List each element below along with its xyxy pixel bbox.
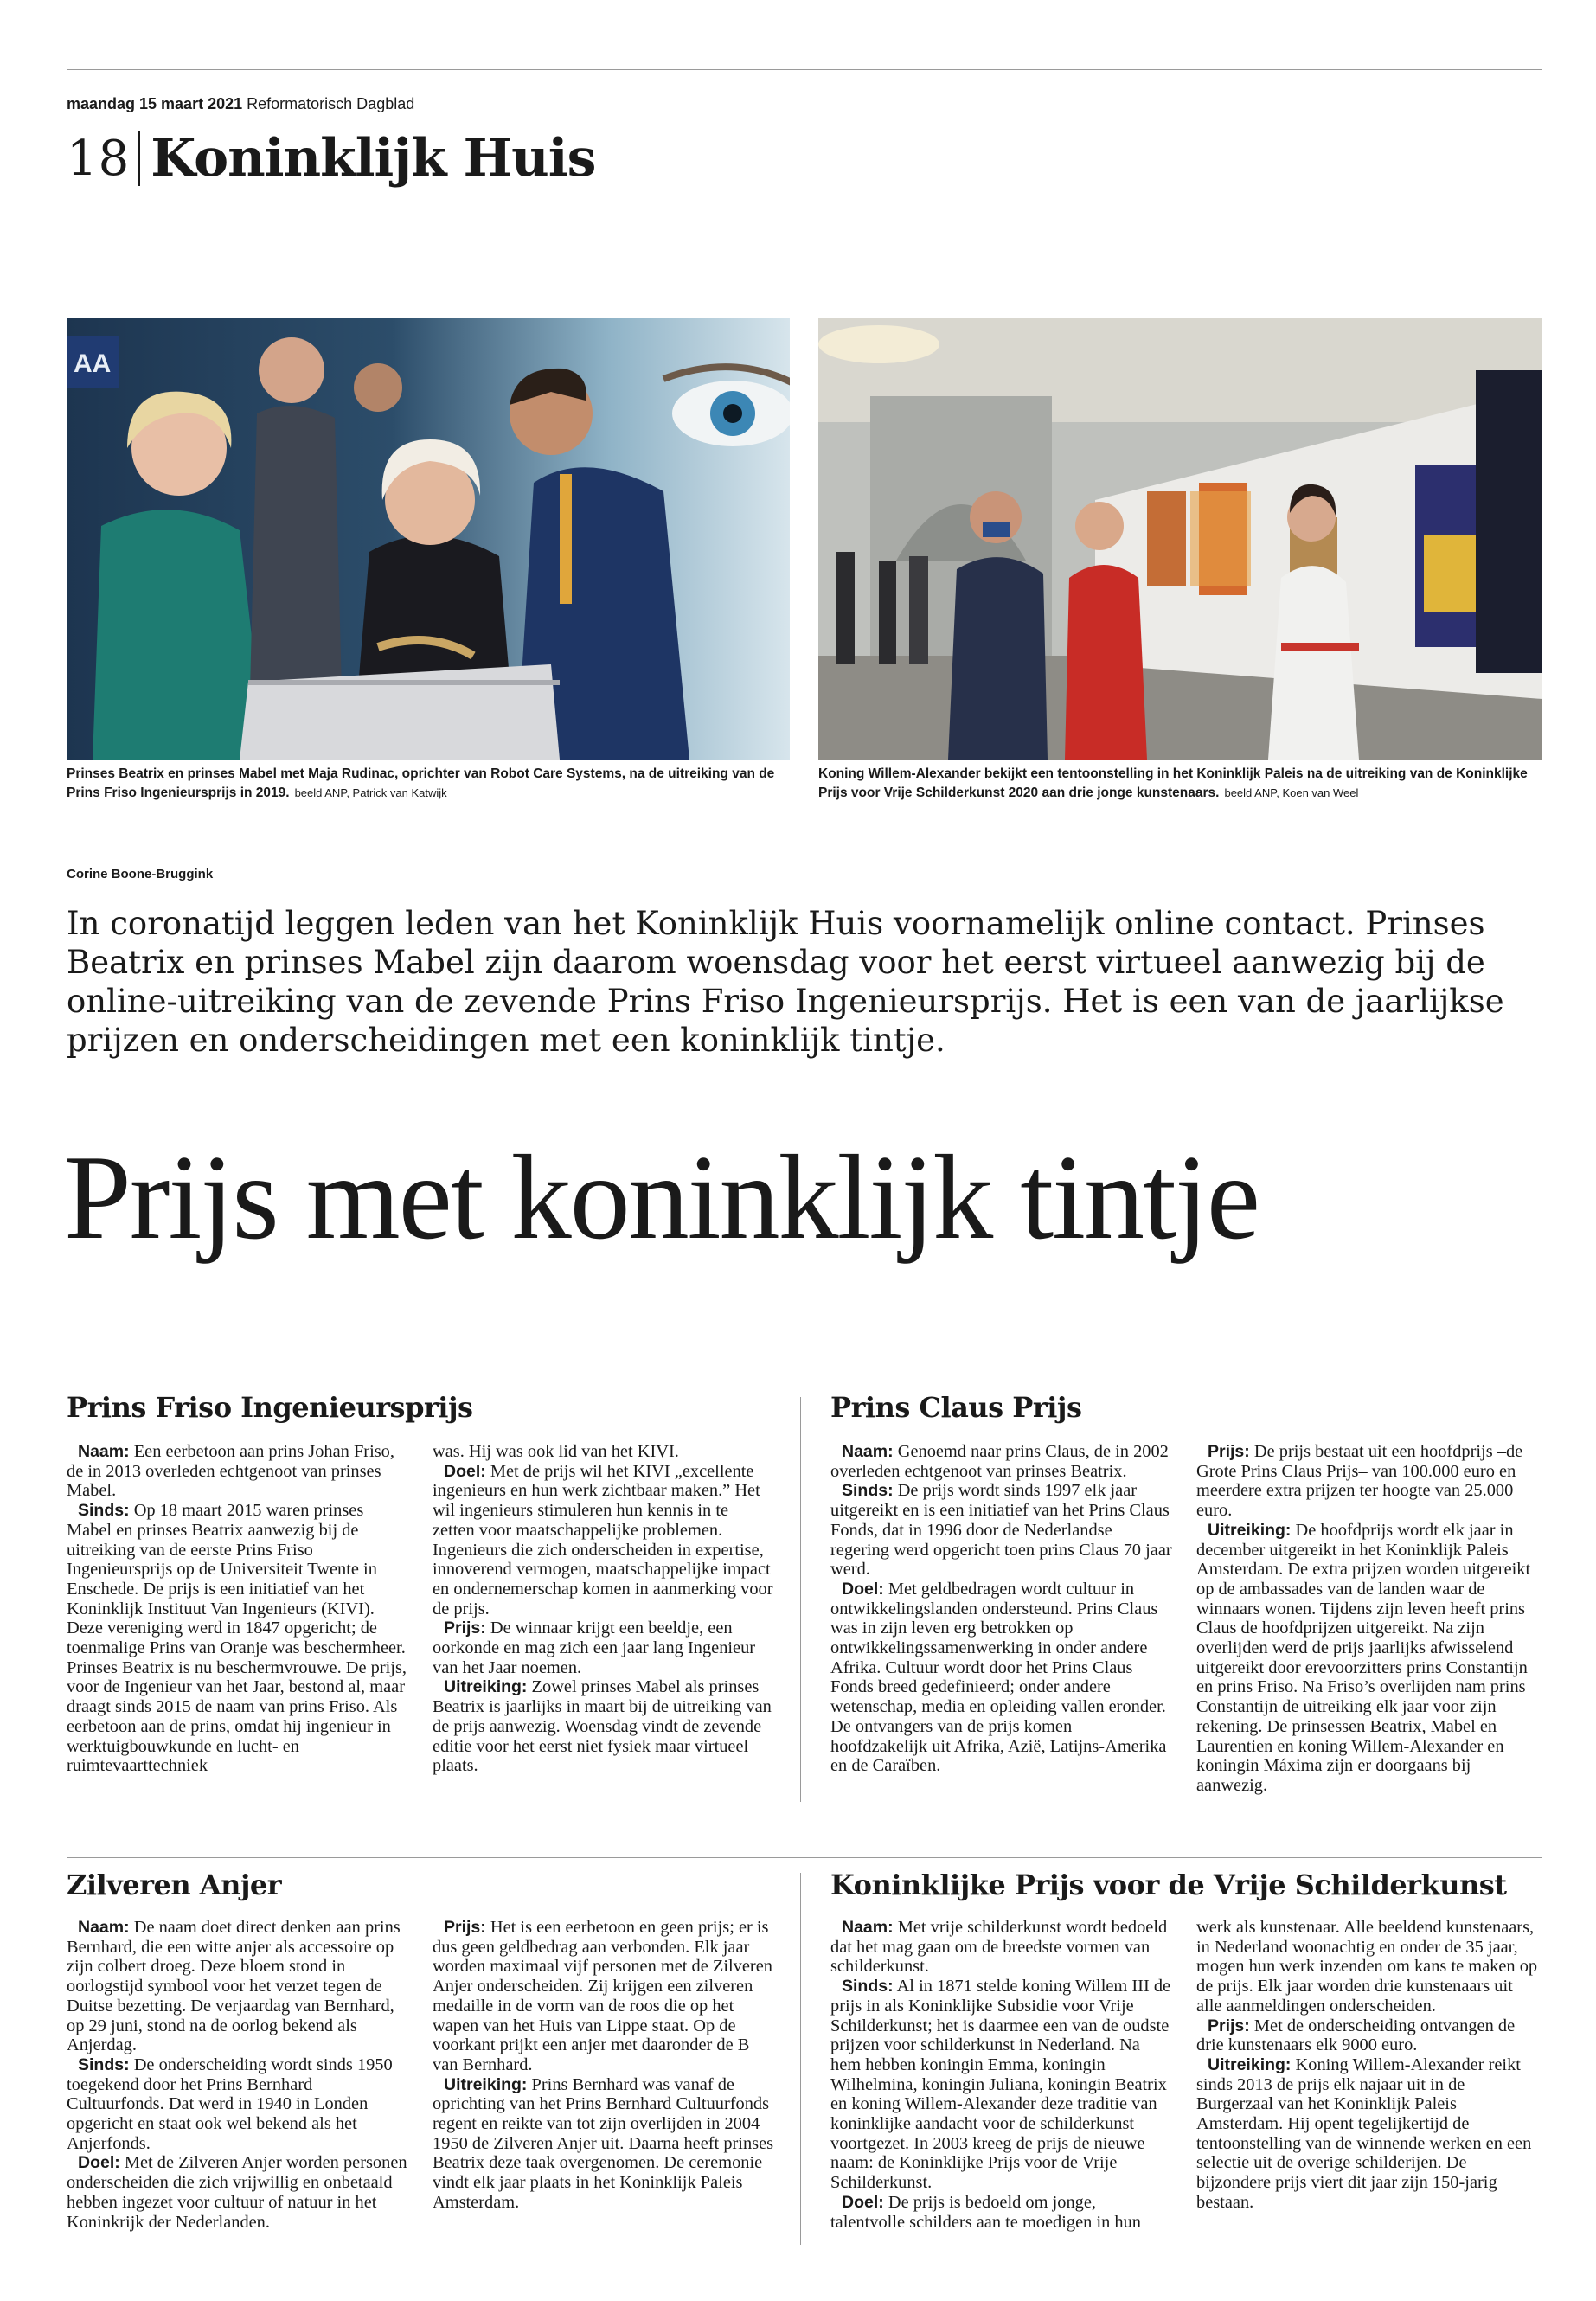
paragraph-prijs xyxy=(1196,2016,1538,2055)
field-label: Prijs: xyxy=(444,1918,486,1937)
field-label: Prijs: xyxy=(444,1618,486,1638)
paragraph-continued xyxy=(433,1442,774,1462)
photo-beatrix-mabel-image xyxy=(67,318,790,760)
paragraph-prijs xyxy=(1196,1442,1538,1521)
field-label: Uitreiking: xyxy=(444,1677,528,1697)
byline: Corine Boone-Bruggink xyxy=(67,867,214,881)
box-claus-col-2 xyxy=(1196,1442,1538,1796)
photo-caption-1 xyxy=(67,765,802,803)
paragraph-uitreiking xyxy=(1196,1521,1538,1796)
paragraph-prijs xyxy=(433,1618,774,1677)
dateline xyxy=(67,95,414,113)
field-label: Sinds: xyxy=(78,2054,130,2074)
issue-date: maandag 15 maart 2021 xyxy=(67,95,243,112)
box-title-claus: Prins Claus Prijs xyxy=(830,1391,1082,1424)
paragraph-sinds xyxy=(830,1977,1172,2193)
box-row-2-divider xyxy=(800,1873,801,2245)
field-label: Doel: xyxy=(842,1579,884,1599)
field-text: werk als kunstenaar. Alle beeldend kunstenaars, in Nederland woonachtig en onder de 35 jaar, mogen hun werk inzenden om kans te maken op de prijs. Elk jaar worden drie kunstenaars uit alle aanmeldingen onderscheiden. xyxy=(1196,1918,1538,2016)
svg-text:AA: AA xyxy=(74,349,112,378)
box-friso-col-1 xyxy=(67,1442,408,1776)
box-schilderkunst-col-1 xyxy=(830,1918,1172,2232)
field-text: Zowel prinses Mabel als prinses Beatrix is jaarlijks in maart bij de uitreiking van de prijs aanwezig. Woensdag vindt de zevende editie voor het eerst niet fysiek maar virtueel plaats. xyxy=(433,1677,772,1776)
field-text: Prins Bernhard was vanaf de oprichting van het Prins Bernhard Cultuurfonds regent en reikte van tot zijn overlijden in 2004 1950 de Zilveren Anjer uit. Daarna heeft prinses Beatrix deze taak overgenomen. De ceremonie vindt elk jaar plaats in het Koninklijk Paleis Amsterdam. xyxy=(433,2074,774,2212)
photo-caption-2 xyxy=(818,765,1554,803)
field-label: Sinds: xyxy=(842,1977,894,1997)
box-friso-col-2 xyxy=(433,1442,774,1776)
box-schilderkunst-col-2 xyxy=(1196,1918,1538,2213)
field-label: Doel: xyxy=(842,2192,884,2212)
section-title: Koninklijk Huis xyxy=(151,128,596,189)
box-row-2-rule xyxy=(67,1857,1542,1858)
paragraph-prijs xyxy=(433,1918,774,2075)
field-text: Genoemd naar prins Claus, de in 2002 overleden echtgenoot van prinses Beatrix. xyxy=(830,1442,1169,1481)
field-text: Het is een eerbetoon en geen prijs; er is dus geen geldbedrag aan verbonden. Elk jaar worden maximaal vijf personen met de Zilveren Anjer onderscheiden. Zij krijgen een zilveren medaille in de vorm van de roos die op het wapen van het Huis van Lippe staat. Op de voorkant prijkt een anjer met daaronder de B van Bernhard. xyxy=(433,1918,772,2074)
field-text: De hoofdprijs wordt elk jaar in december uitgereikt in het Koninklijk Paleis Amsterdam. De extra prijzen worden uitgereikt op de ambassades van de landen waar de winnaars wonen. Tijdens zijn leven heeft prins Claus de hoofdprijzen uitgereikt. Na zijn overlijden werd de prijs jaarlijks afwisselend uitgereikt door erevoorzitters prins Constantijn en prins Friso. Na Friso’s overlijden nam prins Constantijn de uitreiking elk jaar voor zijn rekening. De prinsessen Beatrix, Mabel en Laurentien en koning Willem-Alexander en koningin Máxima zijn er doorgaans bij aanwezig. xyxy=(1196,1520,1531,1795)
box-title-anjer: Zilveren Anjer xyxy=(67,1868,282,1901)
paragraph-continued xyxy=(1196,1918,1538,2016)
field-text: De prijs bestaat uit een hoofdprijs –de Grote Prins Claus Prijs– van 100.000 euro en meerdere extra prijzen ter hoogte van 25.000 euro. xyxy=(1196,1442,1523,1521)
field-label: Sinds: xyxy=(78,1501,130,1521)
field-label: Naam: xyxy=(842,1918,894,1937)
photo-willem-alexander-image xyxy=(818,318,1542,760)
paragraph-doel xyxy=(433,1462,774,1619)
field-text: Al in 1871 stelde koning Willem III de prijs in als Koninklijke Subsidie voor Vrije Schilderkunst; het is daarmee een van de oudste prijzen voor schilderkunst in Nederland. Na hem hebben koningin Emma, koningin Wilhelmina, koningin Juliana, koningin Beatrix en koning Willem-Alexander deze traditie van koninklijke aandacht voor de schilderkunst voortgezet. In 2003 kreeg de prijs de nieuwe naam: de Koninklijke Prijs voor de Vrije Schilderkunst. xyxy=(830,1977,1171,2193)
field-text: Met de onderscheiding ontvangen de drie kunstenaars elk 9000 euro. xyxy=(1196,2016,1516,2055)
paragraph-doel xyxy=(830,1580,1172,1776)
article-intro: In coronatijd leggen leden van het Koninklijk Huis voornamelijk online contact. Prinses Beatrix en prinses Mabel zijn daarom woensdag voor het eerst virtueel aanwezig bij de online-uitreiking van de zevende Prins Friso Ingenieursprijs. Het is een van de jaarlijkse prijzen en onderscheidingen met een koninklijk tintje. xyxy=(67,905,1504,1059)
field-label: Uitreiking: xyxy=(1208,1520,1292,1540)
box-anjer-col-1 xyxy=(67,1918,408,2232)
caption-text: Koning Willem-Alexander bekijkt een tentoonstelling in het Koninklijk Paleis na de uitreiking van de Koninklijke Prijs voor Vrije Schilderkunst 2020 aan drie jonge kunstenaars. xyxy=(818,766,1528,800)
box-claus-col-1 xyxy=(830,1442,1172,1776)
box-title-friso: Prins Friso Ingenieursprijs xyxy=(67,1391,473,1424)
header-separator xyxy=(138,131,140,186)
field-text: De prijs wordt sinds 1997 elk jaar uitgereikt en is een initiatief van het Prins Claus Fonds, dat in 1996 door de Nederlandse regering werd opgericht toen prins Claus 70 jaar werd. xyxy=(830,1481,1172,1580)
photo-willem-alexander xyxy=(818,318,1542,760)
paragraph-uitreiking xyxy=(1196,2055,1538,2213)
field-text: Met vrije schilderkunst wordt bedoeld dat het mag gaan om de breedste vormen van schilderkunst. xyxy=(830,1918,1168,1977)
paragraph-naam xyxy=(830,1442,1172,1481)
paragraph-doel xyxy=(830,2193,1172,2232)
field-text: Met de Zilveren Anjer worden personen onderscheiden die zich vrijwillig en onbetaald hebben ingezet voor cultuur of natuur in het Koninkrijk der Nederlanden. xyxy=(67,2153,407,2232)
photo-credit: beeld ANP, Koen van Weel xyxy=(1224,786,1359,799)
paragraph-uitreiking xyxy=(433,2075,774,2213)
paragraph-doel xyxy=(67,2153,408,2232)
field-text: De prijs is bedoeld om jonge, talentvolle schilders aan te moedigen in hun xyxy=(830,2192,1141,2232)
paragraph-naam xyxy=(67,1918,408,2055)
paragraph-naam xyxy=(830,1918,1172,1977)
field-text: Met de prijs wil het KIVI „excellente ingenieurs en hun werk zichtbaar maken.” Het wil ingenieurs stimuleren hun kennis in te zetten voor maatschappelijke problemen. Ingenieurs die zich onderscheiden in expertise, innoverend vermogen, maatschappelijke impact en ondernemerschap komen in aanmerking voor de prijs. xyxy=(433,1461,773,1618)
field-label: Uitreiking: xyxy=(1208,2054,1292,2074)
paragraph-sinds xyxy=(830,1481,1172,1580)
field-text: De onderscheiding wordt sinds 1950 toegekend door het Prins Bernhard Cultuurfonds. Dat werd in 1940 in Londen opgericht en staat ook wel bekend als het Anjerfonds. xyxy=(67,2054,393,2153)
paragraph-sinds xyxy=(67,2055,408,2154)
field-text: De naam doet direct denken aan prins Bernhard, die een witte anjer als accessoire op zijn colbert droeg. Deze bloem stond in oorlogstijd symbool voor het verzet tegen de Duitse bezetting. De verjaardag van Bernhard, op 29 juni, stond na de oorlog bekend als Anjerdag. xyxy=(67,1918,401,2055)
field-text: Op 18 maart 2015 waren prinses Mabel en prinses Beatrix aanwezig bij de uitreiking van de eerste Prins Friso Ingenieursprijs op de Universiteit Twente in Enschede. De prijs is een initiatief van het Koninklijk Instituut Van Ingenieurs (KIVI). Deze vereniging werd in 1847 opgericht; de toenmalige Prins van Oranje was beschermheer. Prinses Beatrix is nu beschermvrouwe. De prijs, voor de Ingenieur van het Jaar, bestond al, maar draagt sinds 2015 de naam van prins Friso. Als eerbetoon aan de prins, omdat hij ingenieur in werktuigbouwkunde en lucht- en ruimtevaarttechniek xyxy=(67,1501,407,1776)
field-label: Naam: xyxy=(78,1918,130,1937)
box-anjer-col-2 xyxy=(433,1918,774,2213)
field-text: Koning Willem-Alexander reikt sinds 2013 de prijs elk najaar uit in de Burgerzaal van het Koninklijk Paleis Amsterdam. Hij opent tegelijkertijd de tentoonstelling van de winnende werken en een selectie uit de overige schilderijen. De bijzondere prijs viert dit jaar zijn 150-jarig bestaan. xyxy=(1196,2054,1532,2212)
paragraph-naam xyxy=(67,1442,408,1501)
caption-text: Prinses Beatrix en prinses Mabel met Maja Rudinac, oprichter van Robot Care Systems, na de uitreiking van de Prins Friso Ingenieursprijs in 2019. xyxy=(67,766,775,800)
box-row-1-divider xyxy=(800,1397,801,1802)
field-label: Sinds: xyxy=(842,1481,894,1501)
field-text: Met geldbedragen wordt cultuur in ontwikkelingslanden ondersteund. Prins Claus was in zijn leven erg betrokken op ontwikkelingssamenwerking in onder andere Afrika. Cultuur wordt door het Prins Claus Fonds breed gedefinieerd; onder andere wetenschap, media en opleiding vallen eronder. De ontvangers van de prijs komen hoofdzakelijk uit Afrika, Azië, Latijns-Amerika en de Caraïben. xyxy=(830,1579,1167,1776)
field-label: Prijs: xyxy=(1208,2016,1250,2035)
top-rule xyxy=(67,69,1542,70)
field-label: Doel: xyxy=(78,2153,120,2173)
photo-credit: beeld ANP, Patrick van Katwijk xyxy=(294,786,447,799)
paragraph-sinds xyxy=(67,1501,408,1776)
field-text: De winnaar krijgt een beeldje, een oorkonde en mag zich een jaar lang Ingenieur van het Jaar noemen. xyxy=(433,1618,756,1677)
field-label: Naam: xyxy=(842,1442,894,1461)
field-label: Prijs: xyxy=(1208,1442,1250,1461)
photo-beatrix-mabel xyxy=(67,318,790,760)
article-headline: Prijs met koninklijk tintje xyxy=(64,1131,1259,1265)
page-number: 18 xyxy=(67,130,131,187)
field-label: Naam: xyxy=(78,1442,130,1461)
paragraph-uitreiking xyxy=(433,1677,774,1776)
newspaper-name: Reformatorisch Dagblad xyxy=(247,95,415,112)
field-label: Uitreiking: xyxy=(444,2074,528,2094)
page-header xyxy=(67,128,595,189)
field-text: Een eerbetoon aan prins Johan Friso, de in 2013 overleden echtgenoot van prinses Mabel. xyxy=(67,1442,394,1501)
box-title-schilderkunst: Koninklijke Prijs voor de Vrije Schilderkunst xyxy=(830,1868,1507,1901)
field-text: was. Hij was ook lid van het KIVI. xyxy=(433,1442,679,1461)
field-label: Doel: xyxy=(444,1461,486,1481)
